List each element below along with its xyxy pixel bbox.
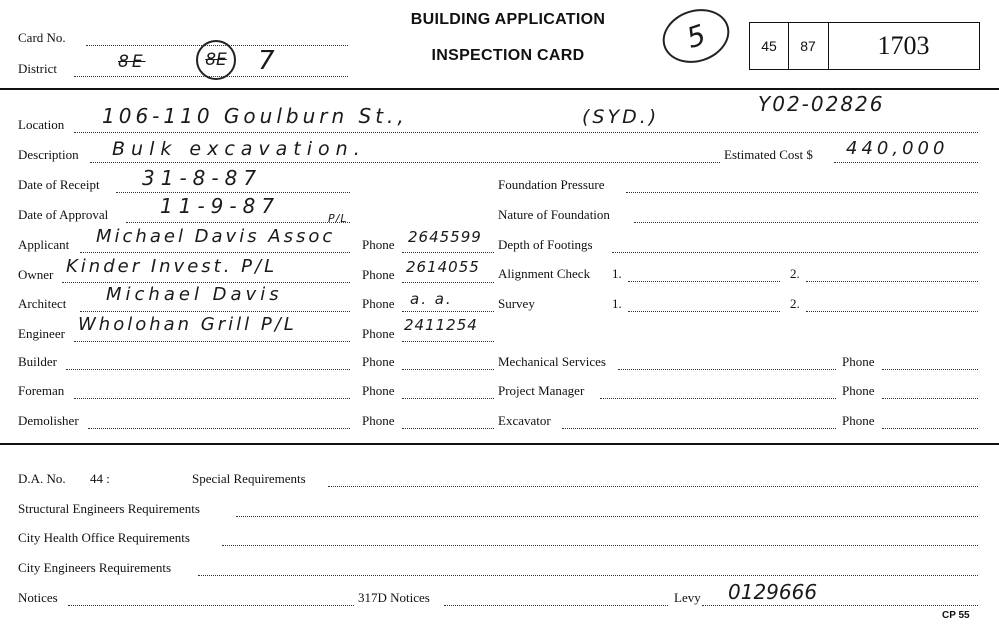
estimated-cost-label: Estimated Cost $ — [724, 147, 813, 162]
excavator-line — [562, 428, 836, 429]
builder-line — [66, 369, 350, 370]
card-number: 1703 — [877, 31, 930, 60]
form-code: CP 55 — [942, 610, 970, 621]
architect-phone-label: Phone — [362, 296, 395, 311]
date-approval-line — [126, 222, 350, 223]
structural-line — [236, 516, 978, 517]
levy-value: 0129666 — [728, 580, 818, 604]
district-label: District — [18, 61, 57, 76]
demolisher-phone-label: Phone — [362, 413, 395, 428]
da-no-label: D.A. No. — [18, 471, 66, 486]
district-circled-value: 8E — [196, 40, 236, 80]
project-manager-phone-line — [882, 398, 978, 399]
architect-phone-line — [402, 311, 494, 312]
district-value: 8E — [118, 52, 146, 72]
engineer-label: Engineer — [18, 326, 65, 341]
title-line-2: INSPECTION CARD — [431, 47, 585, 64]
location-label: Location — [18, 117, 65, 132]
nature-foundation-line — [634, 222, 978, 223]
survey-2-label: 2. — [790, 296, 800, 311]
builder-phone-label: Phone — [362, 354, 395, 369]
owner-phone-label: Phone — [362, 267, 395, 282]
project-manager-phone-label: Phone — [842, 383, 875, 398]
alignment-1-label: 1. — [612, 266, 622, 281]
owner-phone-line — [402, 282, 494, 283]
demolisher-line — [88, 428, 350, 429]
project-manager-line — [600, 398, 836, 399]
special-requirements-label: Special Requirements — [192, 471, 306, 486]
title-line-1: BUILDING APPLICATION — [410, 11, 606, 28]
owner-label: Owner — [18, 267, 54, 282]
engineers-label: City Engineers Requirements — [18, 560, 172, 575]
applicant-phone-label: Phone — [362, 237, 395, 252]
estimated-cost-value: 440,000 — [846, 138, 949, 159]
notices-label: Notices — [18, 590, 58, 605]
depth-footings-line — [612, 252, 978, 253]
location-value: 106-110 Goulburn St., — [102, 104, 408, 128]
circled-mark: 5 — [656, 1, 737, 71]
date-approval-value: 11-9-87 — [160, 194, 281, 218]
demolisher-phone-line — [402, 428, 494, 429]
nature-foundation-label: Nature of Foundation — [498, 207, 610, 222]
date-approval-label: Date of Approval — [18, 207, 109, 222]
builder-phone-line — [402, 369, 494, 370]
foundation-pressure-label: Foundation Pressure — [498, 177, 605, 192]
mechanical-phone-line — [882, 369, 978, 370]
project-manager-label: Project Manager — [498, 383, 585, 398]
foreman-phone-line — [402, 398, 494, 399]
engineer-phone-line — [402, 341, 494, 342]
foundation-pressure-line — [626, 192, 978, 193]
owner-line — [62, 282, 350, 283]
date-receipt-label: Date of Receipt — [18, 177, 100, 192]
mechanical-services-line — [618, 369, 836, 370]
owner-value: Kinder Invest. P/L — [66, 256, 278, 277]
health-label: City Health Office Requirements — [18, 530, 190, 545]
alignment-2-label: 2. — [790, 266, 800, 281]
alignment-1-line — [628, 281, 780, 282]
date-receipt-line — [116, 192, 350, 193]
mechanical-services-label: Mechanical Services — [498, 354, 606, 369]
builder-label: Builder — [18, 354, 57, 369]
box-cell-1: 45 — [750, 23, 789, 69]
location-suffix: (SYD.) — [582, 106, 660, 128]
engineers-line — [198, 575, 978, 576]
box-cell-2: 87 — [788, 23, 829, 69]
description-value: Bulk excavation. — [112, 138, 366, 160]
notices-317d-label: 317D Notices — [358, 590, 430, 605]
survey-1-label: 1. — [612, 296, 622, 311]
applicant-phone-value: 2645599 — [408, 228, 482, 246]
mechanical-phone-label: Phone — [842, 354, 875, 369]
district-extra-value: 7 — [258, 46, 278, 76]
applicant-line — [80, 252, 350, 253]
survey-2-line — [806, 311, 978, 312]
alignment-check-label: Alignment Check — [498, 266, 591, 281]
foreman-label: Foreman — [18, 383, 65, 398]
applicant-label: Applicant — [18, 237, 70, 252]
foreman-line — [74, 398, 350, 399]
description-label: Description — [18, 147, 79, 162]
card-no-label: Card No. — [18, 30, 66, 45]
architect-label: Architect — [18, 296, 67, 311]
da-no-value: 44 : — [90, 471, 110, 486]
excavator-phone-label: Phone — [842, 413, 875, 428]
location-line — [74, 132, 978, 133]
header-rule — [0, 88, 999, 90]
engineer-value: Wholohan Grill P/L — [78, 314, 297, 335]
demolisher-label: Demolisher — [18, 413, 79, 428]
architect-value: Michael Davis — [106, 284, 283, 305]
section-rule — [0, 443, 999, 445]
engineer-phone-value: 2411254 — [404, 316, 478, 334]
excavator-phone-line — [882, 428, 978, 429]
engineer-line — [74, 341, 350, 342]
date-receipt-value: 31-8-87 — [142, 166, 263, 190]
architect-line — [80, 311, 350, 312]
ref-number: Y02-02826 — [758, 92, 885, 116]
foreman-phone-label: Phone — [362, 383, 395, 398]
notices-line — [68, 605, 354, 606]
applicant-phone-line — [402, 252, 494, 253]
description-line — [90, 162, 720, 163]
engineer-phone-label: Phone — [362, 326, 395, 341]
owner-phone-value: 2614055 — [406, 258, 480, 276]
structural-label: Structural Engineers Requirements — [18, 501, 200, 516]
alignment-2-line — [806, 281, 978, 282]
levy-line — [702, 605, 978, 606]
notices-317d-line — [444, 605, 668, 606]
card-number-box — [749, 22, 980, 70]
health-line — [222, 545, 978, 546]
architect-phone-value: a. a. — [410, 290, 453, 308]
depth-footings-label: Depth of Footings — [498, 237, 593, 252]
applicant-note: P/L — [328, 212, 348, 225]
levy-label: Levy — [674, 590, 701, 605]
survey-label: Survey — [498, 296, 535, 311]
applicant-value: Michael Davis Assoc — [96, 226, 336, 247]
estimated-cost-line — [834, 162, 978, 163]
excavator-label: Excavator — [498, 413, 551, 428]
survey-1-line — [628, 311, 780, 312]
special-requirements-line — [328, 486, 978, 487]
